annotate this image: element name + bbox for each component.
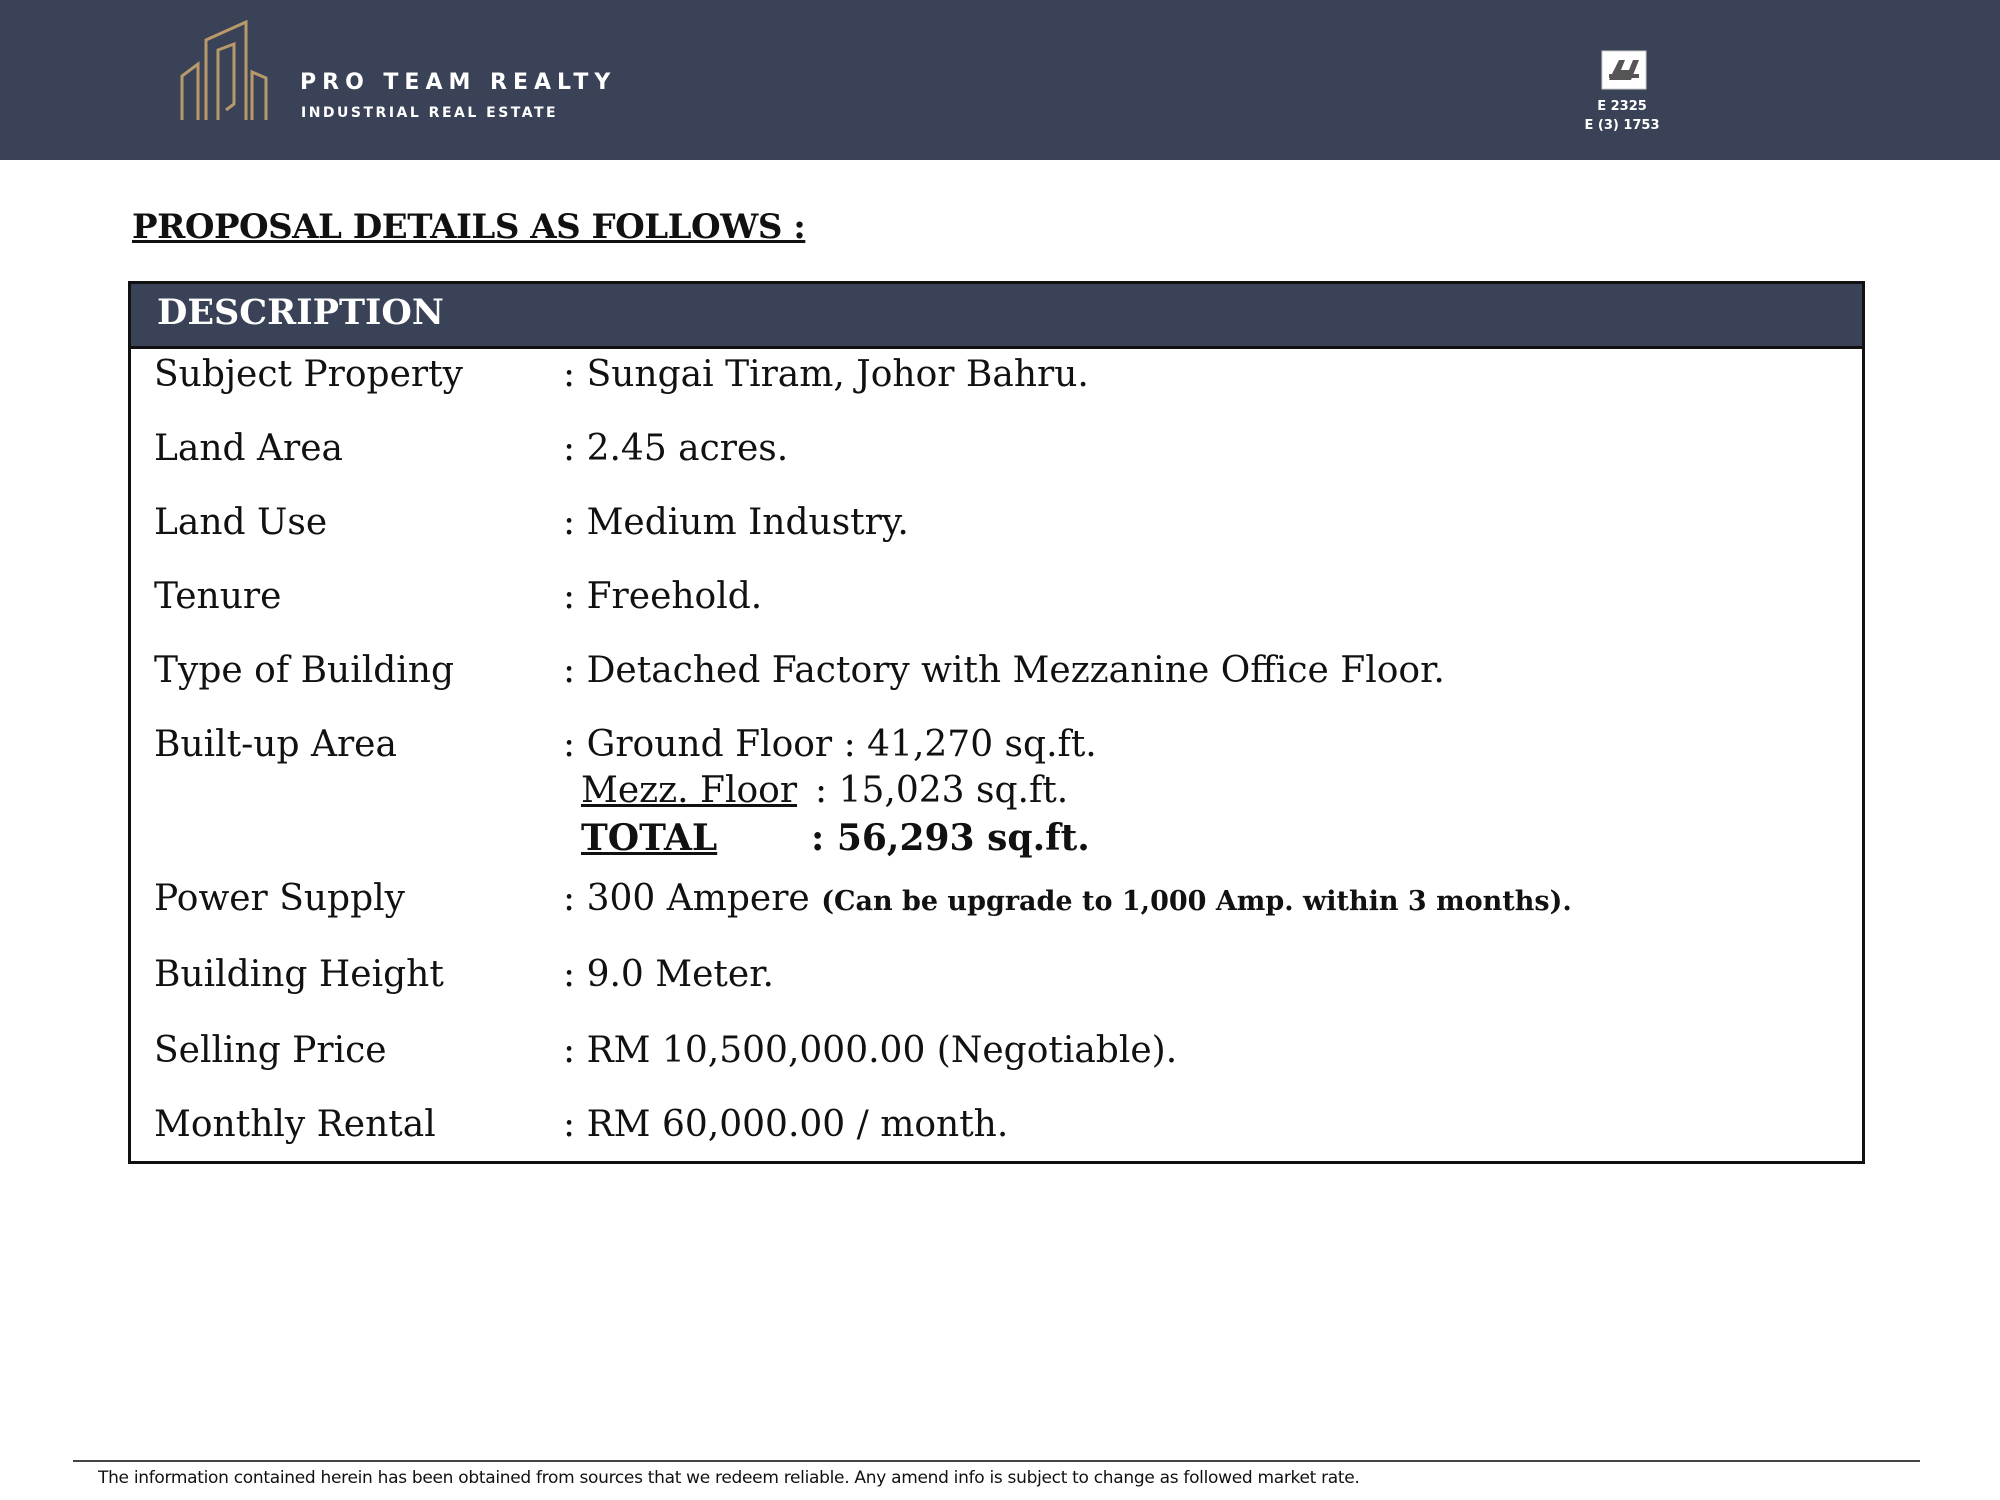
row-value-land-area: : 2.45 acres. (563, 428, 789, 469)
power-supply-value: : 300 Ampere (563, 878, 810, 919)
row-label-subject-property: Subject Property (154, 354, 463, 395)
row-label-building-height: Building Height (154, 954, 444, 995)
registration-number-2: E (3) 1753 (1584, 118, 1660, 133)
row-value-power-supply (563, 878, 1572, 919)
registration-number-1: E 2325 (1597, 99, 1647, 114)
footer-disclaimer: The information contained herein has been obtained from sources that we redeem reliable. Any amend info is subject to change as followed market rate. (98, 1468, 1360, 1488)
row-value-selling-price: : RM 10,500,000.00 (Negotiable). (563, 1030, 1178, 1071)
row-label-monthly-rental: Monthly Rental (154, 1104, 436, 1145)
row-label-land-area: Land Area (154, 428, 344, 469)
row-value-subject-property: : Sungai Tiram, Johor Bahru. (563, 354, 1089, 395)
table-header-label: DESCRIPTION (157, 292, 444, 333)
row-label-tenure: Tenure (154, 576, 282, 617)
power-supply-note: (Can be upgrade to 1,000 Amp. within 3 months). (821, 886, 1572, 917)
row-value-building-height: : 9.0 Meter. (563, 954, 774, 995)
row-label-type-of-building: Type of Building (154, 650, 455, 691)
mezz-floor-label: Mezz. Floor (581, 770, 798, 811)
registration-badge-icon (1601, 50, 1647, 90)
total-value: : 56,293 sq.ft. (811, 817, 1090, 859)
row-label-built-up-area: Built-up Area (154, 724, 397, 765)
mezz-floor-value: : 15,023 sq.ft. (815, 770, 1069, 811)
row-label-power-supply: Power Supply (154, 878, 405, 919)
built-up-mezz-floor (581, 770, 1069, 811)
row-label-selling-price: Selling Price (154, 1030, 387, 1071)
row-label-land-use: Land Use (154, 502, 328, 543)
built-up-total (581, 817, 1090, 859)
row-value-monthly-rental: : RM 60,000.00 / month. (563, 1104, 1009, 1145)
brand-tagline: INDUSTRIAL REAL ESTATE (301, 105, 559, 121)
total-label: TOTAL (581, 817, 718, 859)
section-heading: PROPOSAL DETAILS AS FOLLOWS : (132, 207, 806, 247)
table-header (131, 284, 1862, 349)
brand-name: PRO TEAM REALTY (300, 70, 617, 95)
row-value-type-of-building: : Detached Factory with Mezzanine Office Floor. (563, 650, 1445, 691)
row-value-ground-floor: : Ground Floor : 41,270 sq.ft. (563, 724, 1097, 765)
building-outline-logo-icon (178, 20, 270, 122)
page-header (0, 0, 2000, 160)
row-value-tenure: : Freehold. (563, 576, 763, 617)
footer-divider (73, 1460, 1920, 1462)
row-value-land-use: : Medium Industry. (563, 502, 909, 543)
